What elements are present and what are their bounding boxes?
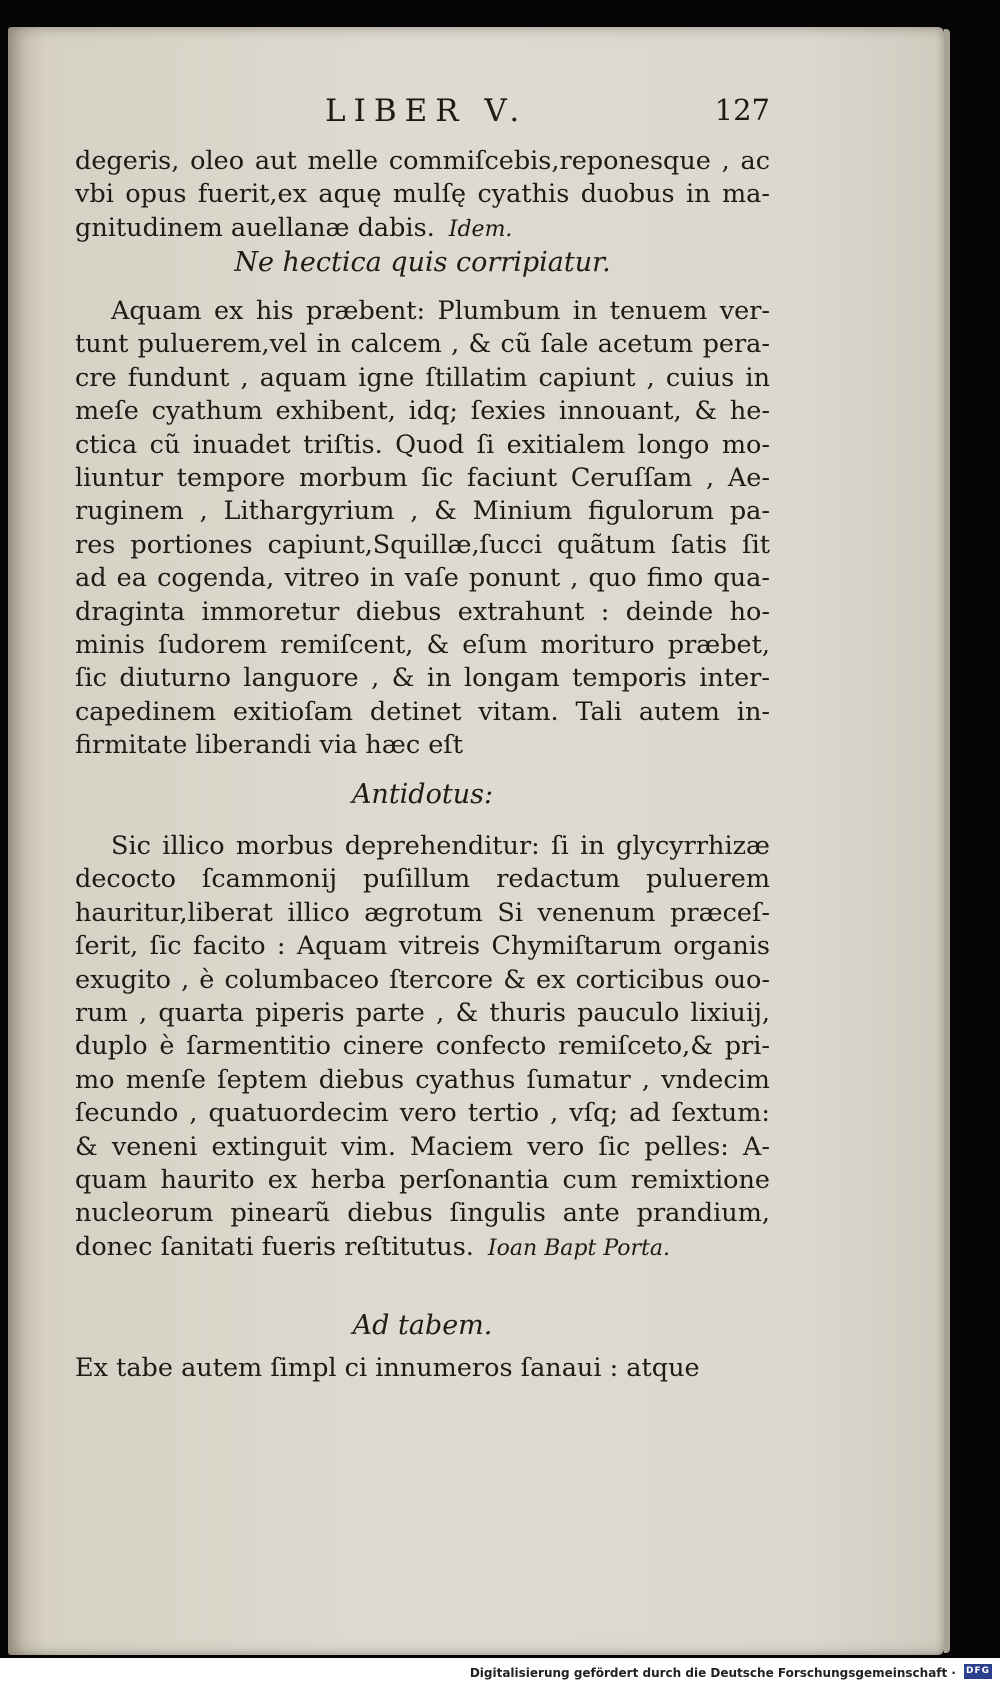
footer-bar — [0, 1658, 1000, 1687]
dfg-logo: DFG — [964, 1664, 992, 1679]
text-line: ſerit, ſic facito : Aquam vitreis Chymiſtarum organis — [75, 931, 770, 962]
running-head — [75, 87, 770, 137]
text-line: Sic illico morbus deprehenditur: ſi in glycyrrhizæ — [111, 831, 770, 861]
text-line: rum , quarta piperis parte , & thuris pauculo lixiuij, — [75, 998, 770, 1029]
text-line: draginta immoretur diebus extrahunt : deinde ho- — [75, 596, 770, 627]
text-line: & veneni extinguit vim. Maciem vero ſic pelles: A- — [75, 1131, 770, 1162]
text-line: ruginem , Lithargyrium , & Minium figulorum pa- — [75, 496, 770, 527]
text-line-content: donec ſanitati fueris reſtitutus. — [75, 1231, 474, 1262]
paragraph-2 — [75, 295, 770, 763]
attribution: Idem. — [448, 216, 513, 242]
text-line: decocto ſcammonij puſillum redactum puluerem — [75, 864, 770, 895]
text-line: Ex tabe autem ſimpl ci innumeros ſanaui : atque — [75, 1353, 700, 1383]
text-line: ſic diuturno languore , & in longam temporis inter- — [75, 663, 770, 694]
text-line: ad ea cogenda, vitreo in vaſe ponunt , quo fimo qua- — [75, 563, 770, 594]
paragraph-1 — [75, 145, 770, 246]
paragraph-3 — [75, 830, 770, 1265]
text-line: firmitate liberandi via hæc eſt — [75, 730, 463, 761]
text-line: nucleorum pinearũ diebus ſingulis ante prandium, — [75, 1198, 770, 1229]
text-line: liuntur tempore morbum ſic faciunt Ceruſſam , Ae- — [75, 463, 770, 494]
text-line: Aquam ex his præbent: Plumbum in tenuem ver- — [111, 296, 770, 326]
text-line: minis ſudorem remiſcent, & eſum morituro præbet, — [75, 630, 770, 661]
text-line-content: gnitudinem auellanæ dabis. — [75, 212, 435, 243]
text-line: res portiones capiunt,Squillæ,ſucci quãtum ſatis ſit — [75, 529, 770, 560]
text-line: vbi opus fuerit,ex aquę mulſę cyathis duobus in ma- — [75, 179, 770, 210]
text-line: cre fundunt , aquam igne ſtillatim capiunt , cuius in — [75, 362, 770, 393]
text-line: ſecundo , quatuordecim vero tertio , vſq; ad ſextum: — [75, 1098, 770, 1129]
attribution: Ioan Bapt Porta. — [487, 1235, 670, 1261]
book-page — [8, 27, 944, 1655]
text-line: exugito , è columbaceo ſtercore & ex corticibus ouo- — [75, 964, 770, 995]
text-line: capedinem exitioſam detinet vitam. Tali autem in- — [75, 696, 770, 727]
section-heading: Ne hectica quis corripiatur. — [234, 247, 611, 278]
text-line: degeris, oleo aut melle commiſcebis,reponesque , ac — [75, 146, 770, 176]
text-line: ctica cũ inuadet triſtis. Quod ſi exitialem longo mo- — [75, 429, 770, 460]
text-line: mo menſe ſeptem diebus cyathus ſumatur , vndecim — [75, 1064, 770, 1095]
text-line: quam haurito ex herba perſonantia cum remixtione — [75, 1165, 770, 1196]
funding-notice: Digitalisierung gefördert durch die Deutsche Forschungsgemeinschaft · — [469, 1666, 956, 1680]
text-line — [75, 1231, 770, 1265]
text-line: meſe cyathum exhibent, idq; ſexies innouant, & he- — [75, 396, 770, 427]
page-number: 127 — [714, 93, 770, 127]
paragraph-4 — [75, 1352, 770, 1385]
text-line — [75, 212, 770, 246]
text-line: tunt puluerem,vel in calcem , & cũ ſale acetum pera- — [75, 329, 770, 360]
section-heading: Antidotus: — [351, 779, 494, 810]
running-title: LIBER V. — [325, 93, 528, 129]
text-line: duplo è ſarmentitio cinere confecto remiſceto,& pri- — [75, 1031, 770, 1062]
section-heading: Ad tabem. — [352, 1310, 493, 1341]
text-line: hauritur,liberat illico ægrotum Si venenum præceſ- — [75, 897, 770, 928]
